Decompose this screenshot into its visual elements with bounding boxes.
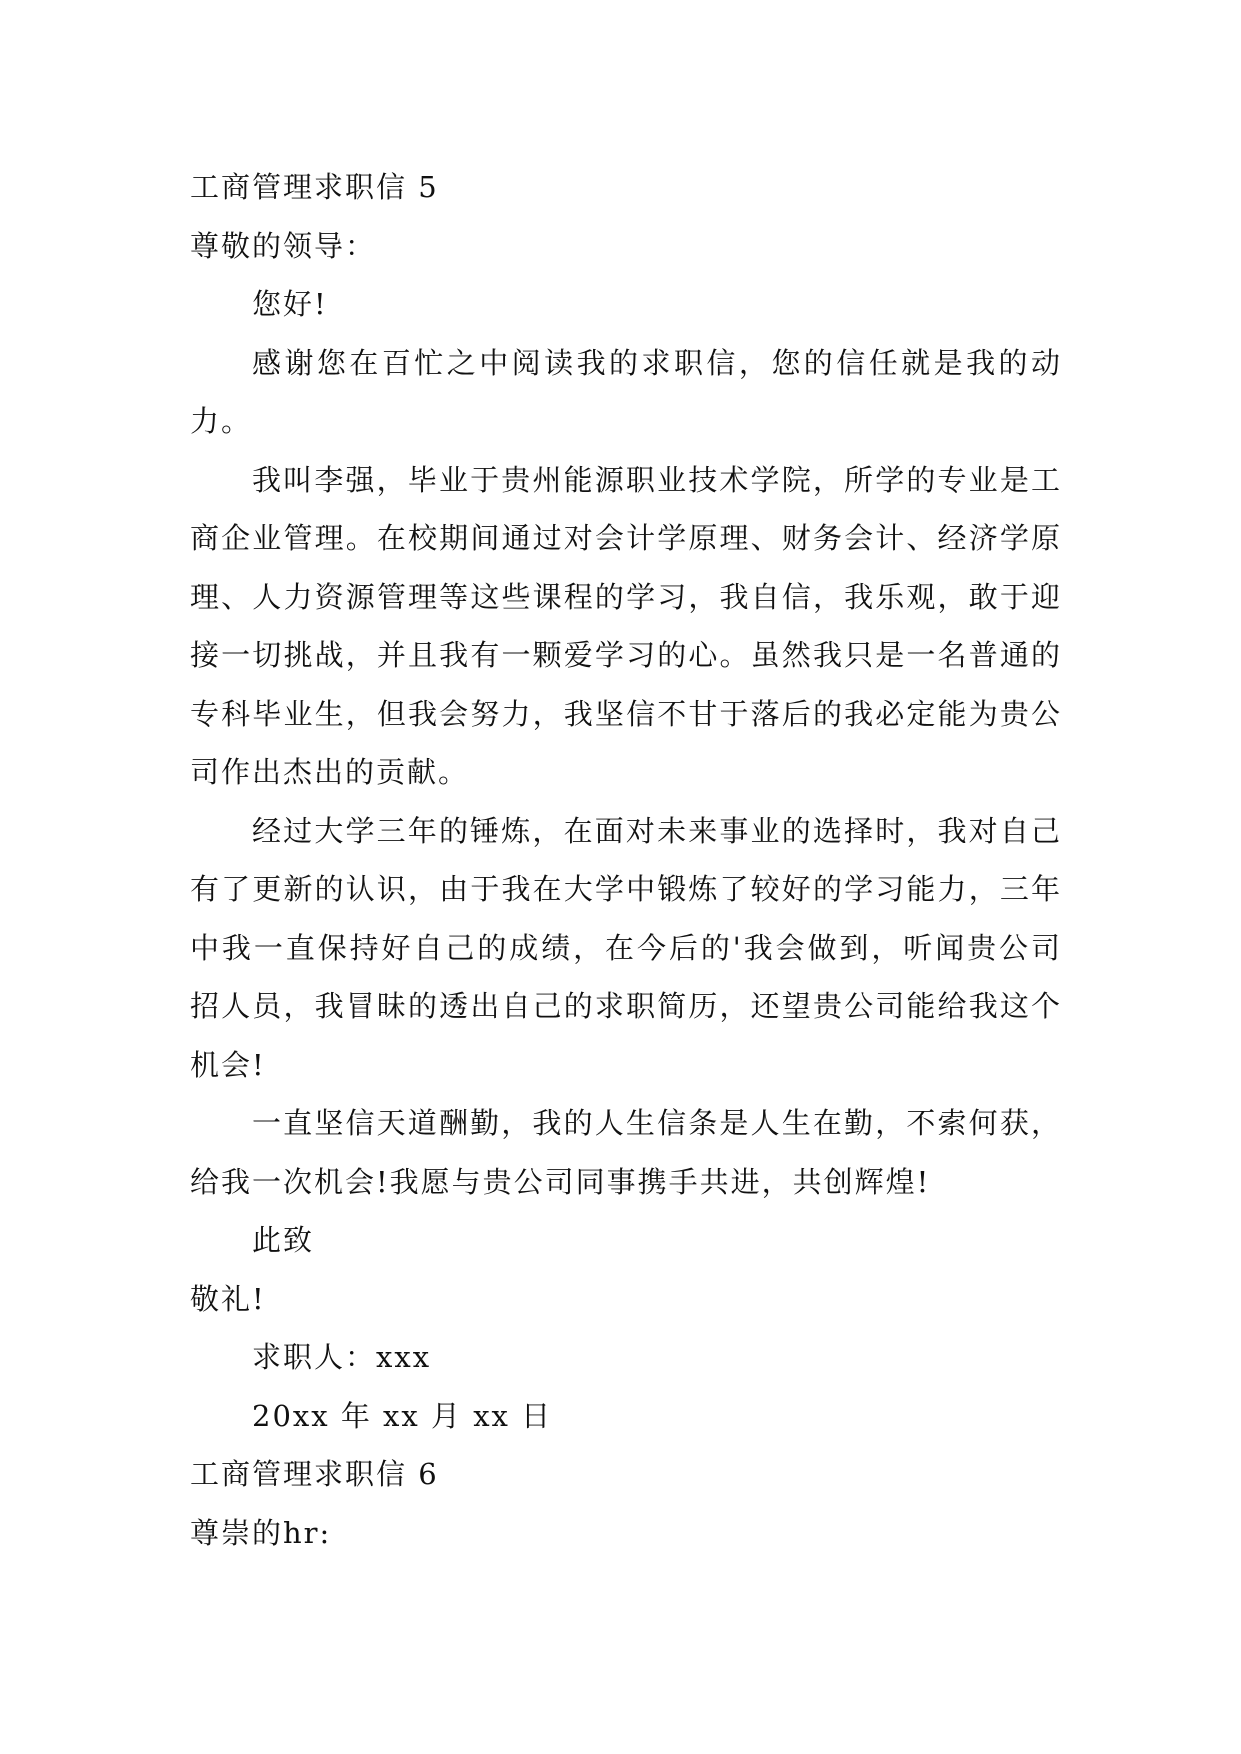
letter-5-regards: 敬礼! [190, 1281, 266, 1316]
letter-5-paragraph-1: 感谢您在百忙之中阅读我的求职信，您的信任就是我的动力。 [190, 345, 1062, 438]
letter-5-date: 20xx 年 xx 月 xx 日 [252, 1398, 553, 1433]
letter-5-signature: 求职人：xxx [252, 1340, 432, 1374]
letter-5-paragraph-2: 我叫李强，毕业于贵州能源职业技术学院，所学的专业是工商企业管理。在校期间通过对会计学原理、财务会计、经济学原理、人力资源管理等这些课程的学习，我自信，我乐观，敢于迎接一切挑战，并且我有一颗爱学习的心。虽然我只是一名普通的专科毕业生，但我会努力，我坚信不甘于落后的我必定能为贵公司作出杰出的贡献。 [190, 462, 1062, 789]
letter-6-title: 工商管理求职信 6 [190, 1457, 439, 1491]
letter-5-paragraph-4: 一直坚信天道酬勤，我的人生信条是人生在勤，不索何获，给我一次机会!我愿与贵公司同事携手共进，共创辉煌! [190, 1106, 1062, 1199]
letter-5-greeting: 您好! [252, 287, 328, 321]
letter-content [190, 158, 1062, 1562]
letter-5-paragraph-3: 经过大学三年的锤炼，在面对未来事业的选择时，我对自己有了更新的认识，由于我在大学中锻炼了较好的学习能力，三年中我一直保持好自己的成绩，在今后的'我会做到，听闻贵公司招人员，我冒昧的透出自己的求职简历，还望贵公司能给我这个机会! [190, 813, 1062, 1082]
letter-5-salutation: 尊敬的领导： [190, 228, 377, 263]
letter-5-title: 工商管理求职信 5 [190, 170, 439, 204]
letter-5-closing: 此致 [252, 1223, 315, 1257]
letter-6-salutation: 尊崇的hr: [190, 1515, 332, 1550]
